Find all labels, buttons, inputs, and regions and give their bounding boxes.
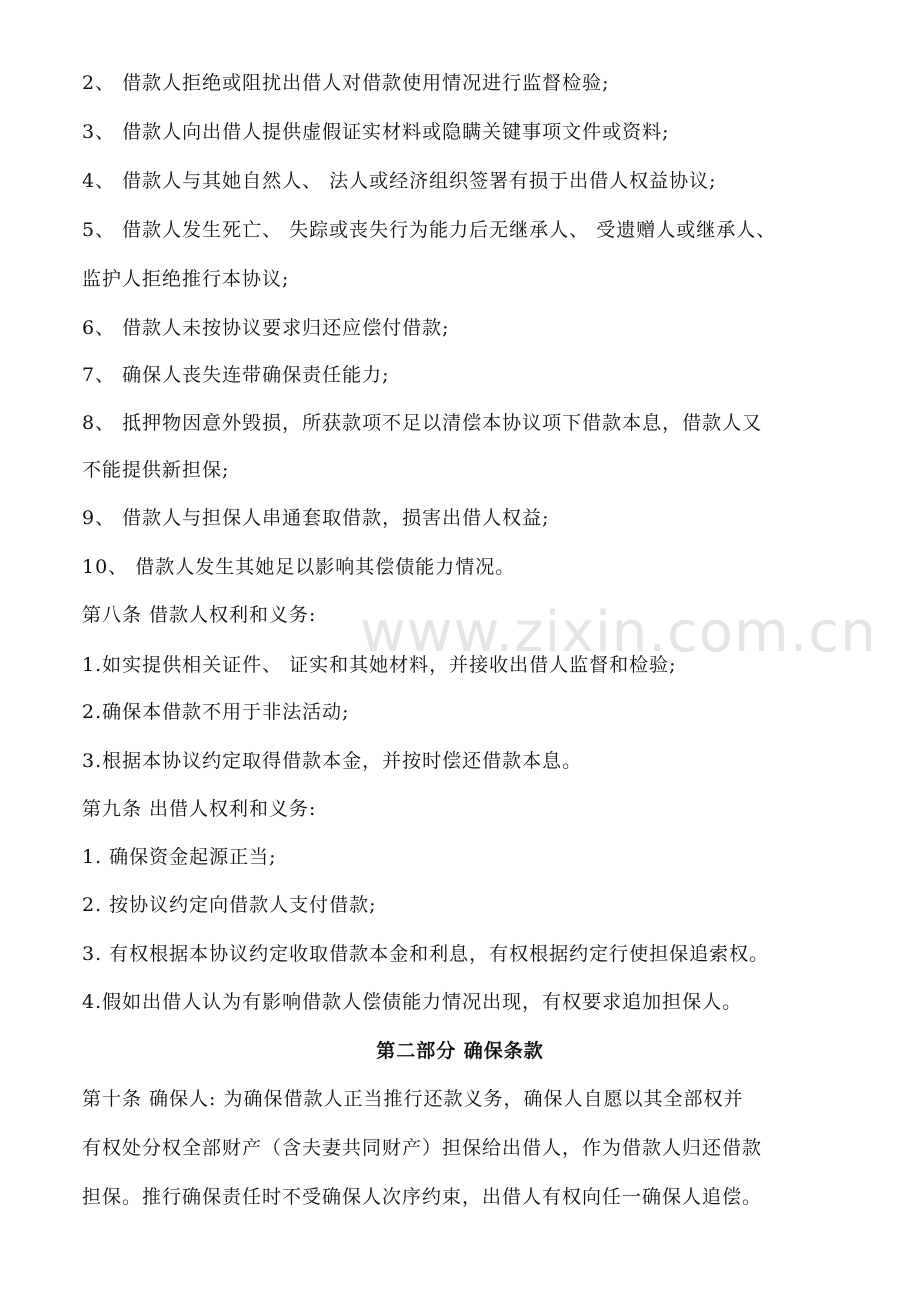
clause-line: 3.根据本协议约定取得借款本金，并按时偿还借款本息。 xyxy=(82,750,583,772)
article-heading: 第九条 出借人权利和义务: xyxy=(82,798,317,820)
clause-line: 2. 按协议约定向借款人支付借款; xyxy=(82,894,377,916)
watermark: www.zixin.com.cn xyxy=(360,600,877,665)
clause-line: 监护人拒绝推行本协议; xyxy=(82,268,290,290)
section-heading: 第二部分 确保条款 xyxy=(376,1040,544,1062)
clause-line: 有权处分权全部财产（含夫妻共同财产）担保给出借人，作为借款人归还借款 xyxy=(82,1137,763,1159)
clause-line: 4、 借款人与其她自然人、 法人或经济组织签署有损于出借人权益协议; xyxy=(82,170,717,192)
clause-line: 9、 借款人与担保人串通套取借款，损害出借人权益; xyxy=(82,507,550,529)
clause-line: 2.确保本借款不用于非法活动; xyxy=(82,701,350,723)
clause-line: 7、 确保人丧失连带确保责任能力; xyxy=(82,364,390,386)
clause-line: 2、 借款人拒绝或阻扰出借人对借款使用情况进行监督检验; xyxy=(82,72,610,94)
article-heading: 第八条 借款人权利和义务: xyxy=(82,604,317,626)
clause-line: 第十条 确保人: 为确保借款人正当推行还款义务，确保人自愿以其全部权并 xyxy=(82,1088,744,1110)
clause-line: 4.假如出借人认为有影响借款人偿债能力情况出现，有权要求追加担保人。 xyxy=(82,991,743,1013)
clause-line: 5、 借款人发生死亡、 失踪或丧失行为能力后无继承人、 受遗赠人或继承人、 xyxy=(82,219,777,241)
clause-line: 3、 借款人向出借人提供虚假证实材料或隐瞒关键事项文件或资料; xyxy=(82,121,670,143)
clause-line: 担保。推行确保责任时不受确保人次序约束，出借人有权向任一确保人追偿。 xyxy=(82,1186,763,1208)
clause-line: 1. 确保资金起源正当; xyxy=(82,846,277,868)
clause-line: 6、 借款人未按协议要求归还应偿付借款; xyxy=(82,317,450,339)
clause-line: 10、 借款人发生其她足以影响其偿债能力情况。 xyxy=(82,556,516,578)
clause-line: 1.如实提供相关证件、 证实和其她材料，并接收出借人监督和检验; xyxy=(82,654,677,676)
clause-line: 8、 抵押物因意外毁损，所获款项不足以清偿本协议项下借款本息，借款人又 xyxy=(82,412,763,434)
clause-line: 3. 有权根据本协议约定收取借款本金和利息，有权根据约定行使担保追索权。 xyxy=(82,943,770,965)
clause-line: 不能提供新担保; xyxy=(82,459,230,481)
